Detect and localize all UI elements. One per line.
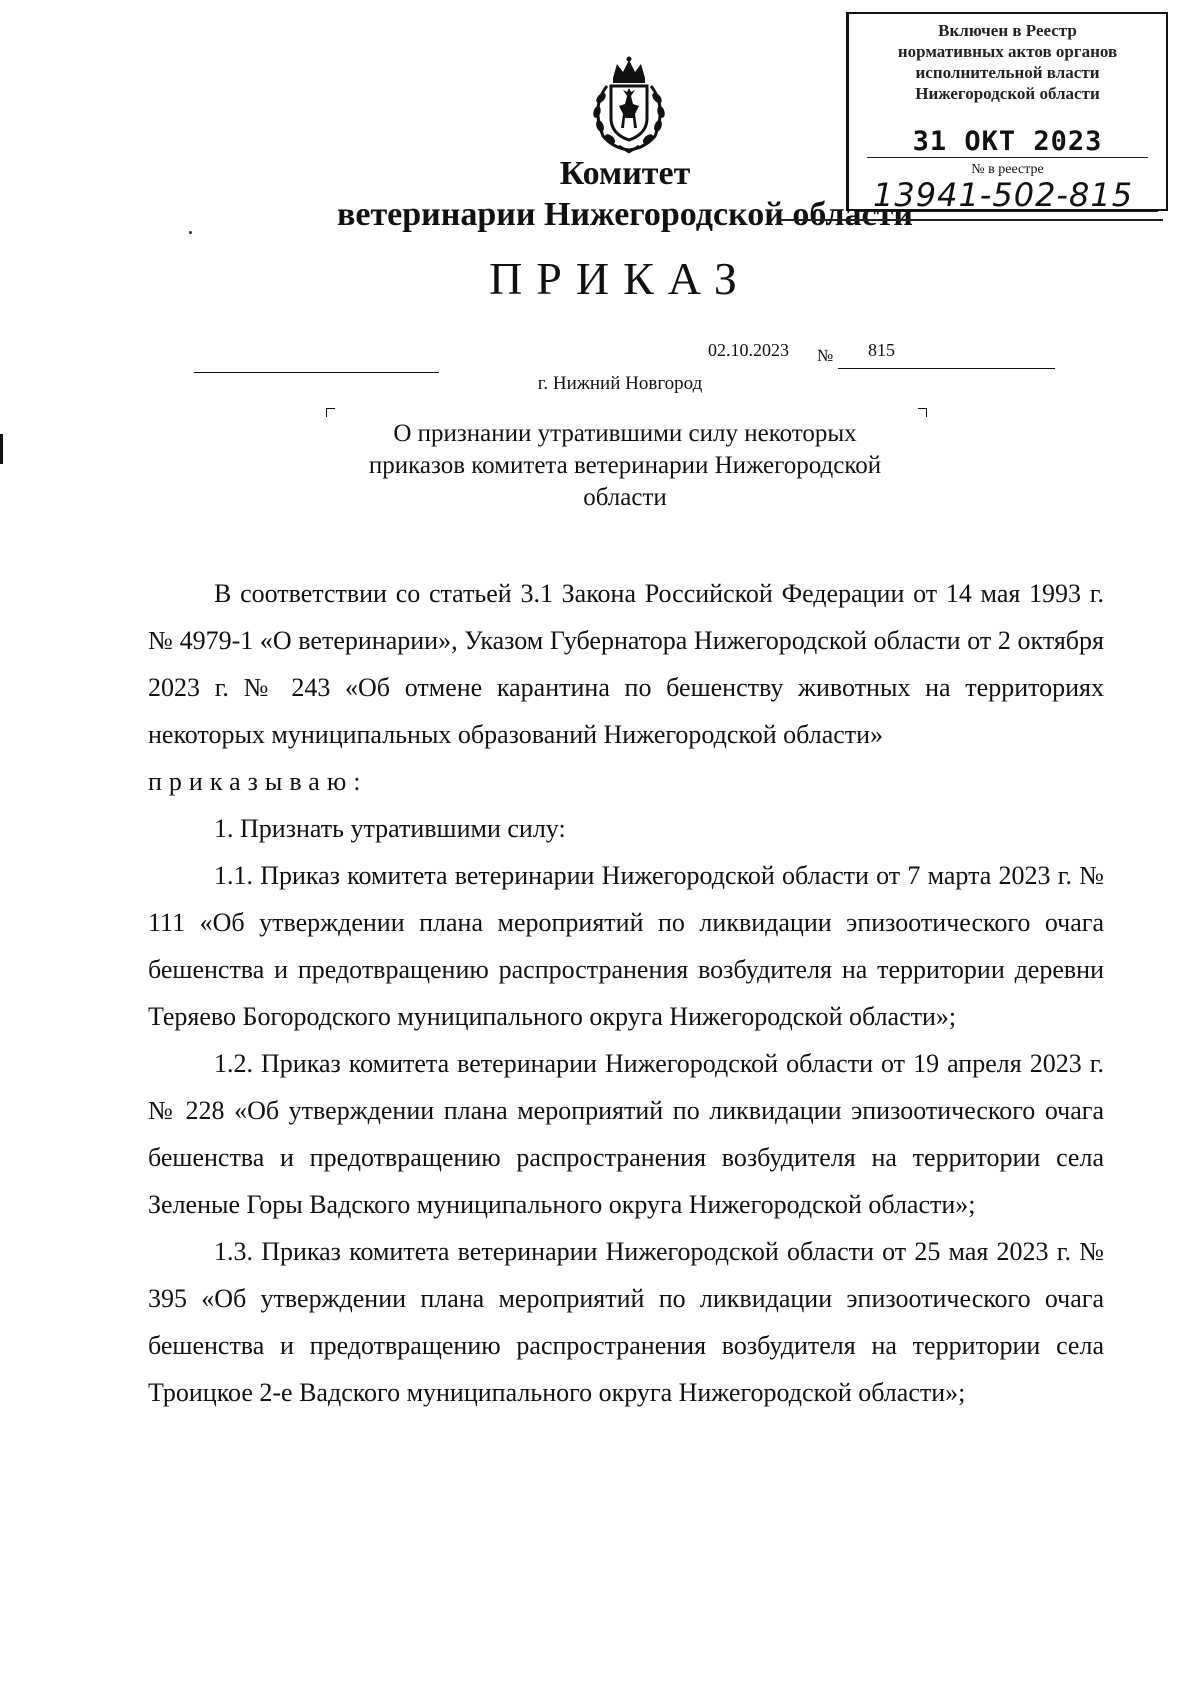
item-1-3: 1.3. Приказ комитета ветеринарии Нижегородской области от 25 мая 2023 г. № 395 «Об утверждении плана мероприятий по ликвидации эпизоотического очага бешенства и предотвращению распространения возбудителя на территории села Троицкое 2-е Вадского муниципального округа Нижегородской области»;: [148, 1237, 1104, 1407]
organization-name-line-1: Комитет: [559, 155, 691, 192]
document-type-title: ПРИКАЗ: [489, 253, 751, 304]
item-1: 1. Признать утратившими силу:: [214, 814, 566, 843]
subject-bracket-left: [326, 408, 335, 417]
subject-line-3: области: [583, 484, 667, 511]
city-name: г. Нижний Новгород: [537, 373, 703, 394]
scan-speck: [189, 231, 192, 234]
nizhny-novgorod-coat-of-arms-icon: [583, 56, 675, 154]
document-body: [148, 570, 1104, 1416]
subject-bracket-right: [918, 408, 927, 417]
document-date: 02.10.2023: [708, 340, 789, 360]
stamp-line-2: нормативных актов органов: [897, 42, 1118, 61]
document-subject: [300, 418, 950, 514]
stamp-registry-label: № в реестре: [971, 162, 1044, 177]
scan-edge-mark: [0, 434, 3, 464]
document-number: 815: [868, 340, 895, 360]
stamp-line-4: Нижегородской области: [915, 84, 1100, 103]
stamp-registry-number: 13941-502-815: [873, 176, 1134, 214]
item-1-2: 1.2. Приказ комитета ветеринарии Нижегородской области от 19 апреля 2023 г. № 228 «Об утверждении плана мероприятий по ликвидации эпизоотического очага бешенства и предотвращению распространения возбудителя на территории села Зеленые Горы Вадского муниципального округа Нижегородской области»;: [148, 1049, 1104, 1219]
stamp-line-1: Включен в Реестр: [938, 21, 1077, 40]
stamp-underline: [778, 219, 1163, 221]
subject-line-2: приказов комитета ветеринарии Нижегородской: [368, 452, 882, 479]
number-sign: №: [817, 346, 834, 365]
subject-line-1: О признании утратившими силу некоторых: [393, 420, 857, 447]
organization-name-line-2: ветеринарии Нижегородской области: [337, 196, 913, 233]
stamp-date: 31 ОКТ 2023: [912, 126, 1103, 157]
stamp-line-3: исполнительной власти: [915, 63, 1100, 82]
preamble-paragraph: В соответствии со статьей 3.1 Закона Российской Федерации от 14 мая 1993 г. № 4979-1 «О ветеринарии», Указом Губернатора Нижегородской области от 2 октября 2023 г. № 243 «Об отмене карантина по бешенству животных на территориях некоторых муниципальных образований Нижегородской области»: [148, 579, 1104, 749]
item-1-1: 1.1. Приказ комитета ветеринарии Нижегородской области от 7 марта 2023 г. № 111 «Об утверждении плана мероприятий по ликвидации эпизоотического очага бешенства и предотвращению распространения возбудителя на территории деревни Теряево Богородского муниципального округа Нижегородской области»;: [148, 861, 1104, 1031]
number-rule: [838, 368, 1055, 369]
order-word: приказываю:: [148, 767, 368, 796]
